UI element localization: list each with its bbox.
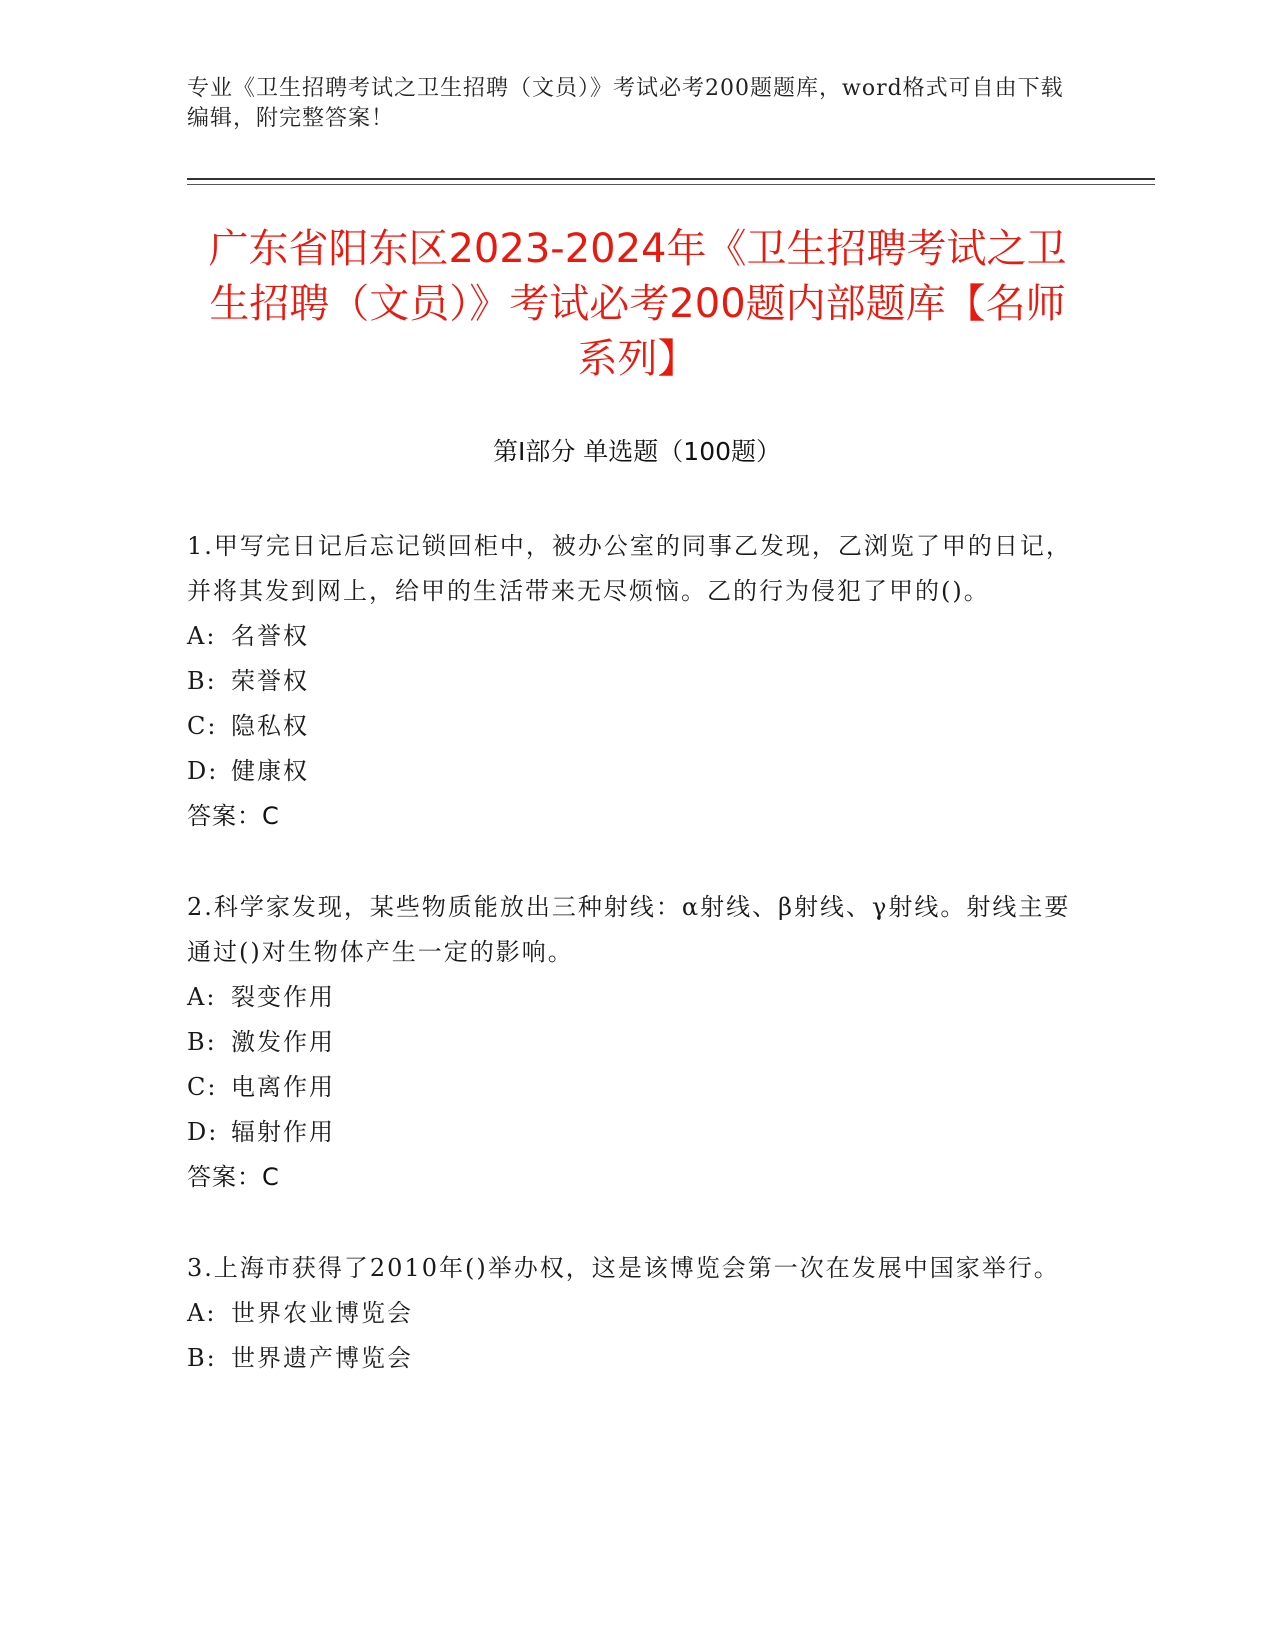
option-text: 隐私权 [231,712,309,740]
option-text: 激发作用 [231,1028,335,1056]
question-text: 1.甲写完日记后忘记锁回柜中，被办公室的同事乙发现，乙浏览了甲的日记，并将其发到网上，给甲的生活带来无尽烦恼。乙的行为侵犯了甲的()。 [187,532,1072,605]
option-c [187,1065,1077,1110]
question-list [187,524,1077,1427]
option-b [187,1336,1077,1381]
question-text: 2.科学家发现，某些物质能放出三种射线：α射线、β射线、γ射线。射线主要通过()对生物体产生一定的影响。 [187,893,1071,966]
option-letter: A: [187,622,217,650]
option-letter: A: [187,983,217,1011]
answer: 答案：C [187,1163,280,1191]
option-text: 健康权 [231,757,309,785]
option-text: 名誉权 [231,622,309,650]
option-letter: D: [187,1118,219,1146]
header-rule-thin [187,184,1155,185]
option-d [187,749,1077,794]
option-c [187,704,1077,749]
question-3 [187,1246,1077,1381]
option-letter: C: [187,712,218,740]
option-d [187,1110,1077,1155]
question-1 [187,524,1077,839]
question-2 [187,885,1077,1200]
option-text: 裂变作用 [231,983,335,1011]
option-a [187,1291,1077,1336]
option-letter: B: [187,667,217,695]
option-letter: A: [187,1299,217,1327]
question-text: 3.上海市获得了2010年()举办权，这是该博览会第一次在发展中国家举行。 [187,1254,1060,1282]
answer: 答案：C [187,802,280,830]
option-a [187,614,1077,659]
option-a [187,975,1077,1020]
option-text: 世界农业博览会 [231,1299,413,1327]
option-letter: B: [187,1344,217,1372]
option-letter: D: [187,757,219,785]
option-b [187,659,1077,704]
option-text: 世界遗产博览会 [231,1344,413,1372]
option-text: 荣誉权 [231,667,309,695]
option-text: 电离作用 [231,1073,335,1101]
option-letter: C: [187,1073,218,1101]
header-note: 专业《卫生招聘考试之卫生招聘（文员）》考试必考200题题库，word格式可自由下载编辑，附完整答案！ [187,76,1064,131]
document-title: 广东省阳东区2023-2024年《卫生招聘考试之卫生招聘（文员）》考试必考200题内部题库【名师系列】 [208,226,1067,382]
option-b [187,1020,1077,1065]
header-rule-thick [187,178,1155,180]
section-title: 第Ⅰ部分 单选题（100题） [492,437,782,466]
option-text: 辐射作用 [231,1118,335,1146]
option-letter: B: [187,1028,217,1056]
